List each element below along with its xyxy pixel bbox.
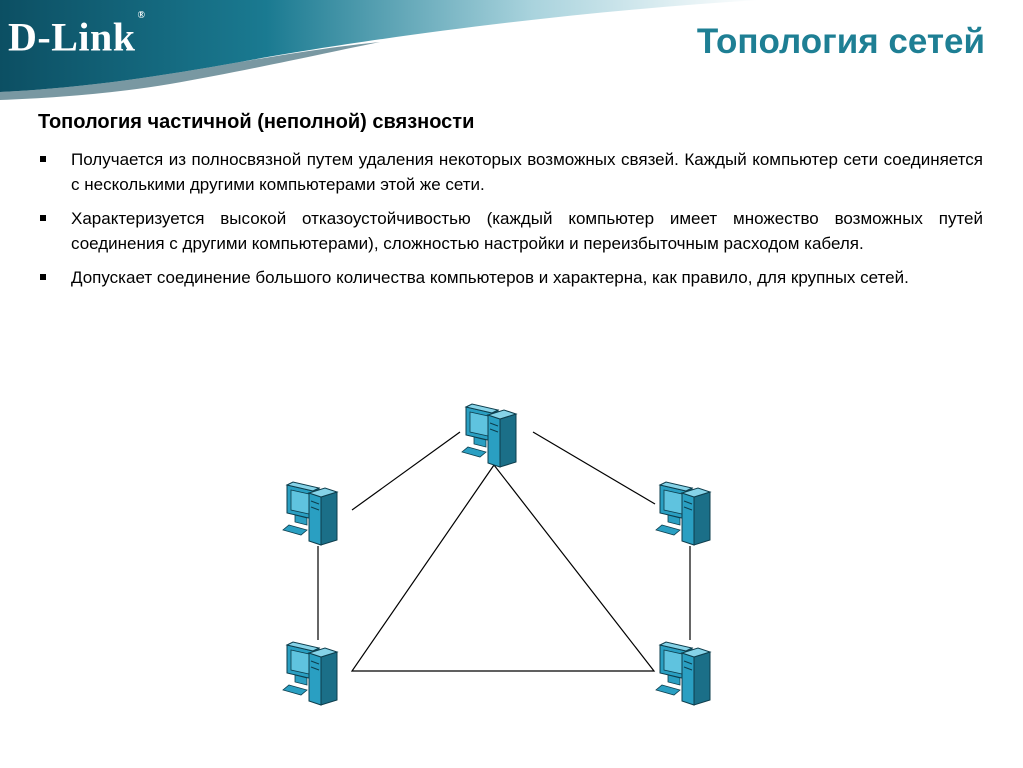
registered-mark: ® [137,10,146,21]
bullet-text: Допускает соединение большого количества компьютеров и характерна, как правило, для крупных сетей. [71,268,909,287]
slide-title: Топология сетей [696,22,985,61]
computer-icon [462,404,516,467]
computer-icon [283,482,337,545]
bullet-text: Характеризуется высокой отказоустойчивостью (каждый компьютер имеет множество возможных путей соединения с другими компьютерами), сложностью настройки и переизбыточным расходом кабеля. [71,209,983,253]
link-top-left [352,432,460,510]
computer-icon [656,482,710,545]
computer-icon [656,642,710,705]
bullet-text: Получается из полносвязной путем удаления некоторых возможных связей. Каждый компьютер сети соединяется с несколькими другими компьютерами этой же сети. [71,150,983,194]
section-heading: Топология частичной (неполной) связности [38,111,475,133]
logo-text: D-Link [8,14,136,60]
link-triangle [352,465,654,671]
computer-icon [283,642,337,705]
link-top-right [533,432,655,504]
network-links [318,432,690,671]
